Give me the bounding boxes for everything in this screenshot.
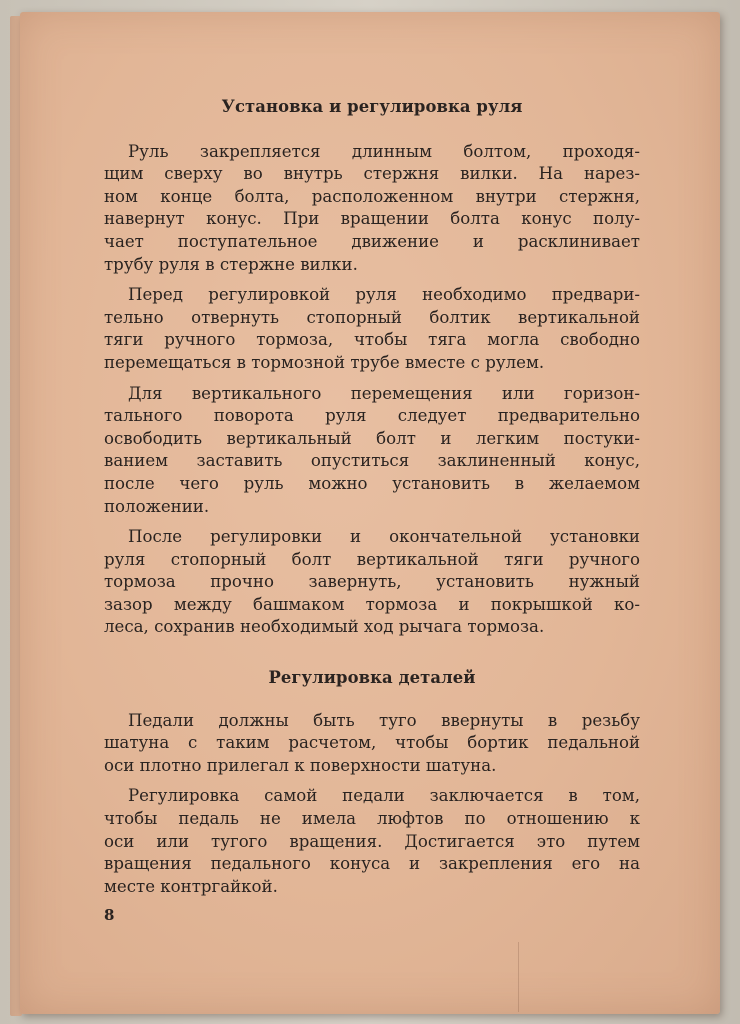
paragraph — [104, 284, 640, 374]
text-line: ванием заставить опуститься заклиненный конус, — [104, 451, 640, 471]
text-line: тельно отвернуть стопорный болтик вертикальной — [104, 307, 640, 327]
text-line: ном конце болта, расположенном внутри стержня, — [104, 186, 640, 206]
text-line: тяги ручного тормоза, чтобы тяга могла свободно — [104, 330, 640, 350]
text-line: оси плотно прилегал к поверхности шатуна. — [104, 755, 497, 775]
text-line: шатуна с таким расчетом, чтобы бортик педальной — [104, 733, 640, 753]
text-line: Регулировка самой педали заключается в том, — [128, 786, 640, 806]
paragraph — [104, 383, 640, 519]
paragraph — [104, 710, 640, 778]
text-line: зазор между башмаком тормоза и покрышкой ко- — [104, 594, 640, 614]
text-line: оси или тугого вращения. Достигается это путем — [104, 831, 640, 851]
text-line: Руль закрепляется длинным болтом, проходя- — [128, 141, 640, 161]
text-line: руля стопорный болт вертикальной тяги ручного — [104, 549, 640, 569]
text-line: Педали должны быть туго ввернуты в резьбу — [128, 710, 640, 730]
text-line: После регулировки и окончательной установки — [128, 527, 640, 547]
section-parts-body — [104, 710, 640, 899]
text-line: месте контргайкой. — [104, 876, 278, 896]
paragraph — [104, 526, 640, 639]
paragraph — [104, 785, 640, 898]
text-line: тормоза прочно завернуть, установить нужный — [104, 572, 640, 592]
text-line: трубу руля в стержне вилки. — [104, 254, 358, 274]
page-number: 8 — [104, 906, 115, 924]
text-line: тального поворота руля следует предварительно — [104, 406, 640, 426]
text-line: освободить вертикальный болт и легким постуки- — [104, 428, 640, 448]
page-crease — [518, 942, 519, 1012]
text-line: щим сверху во внутрь стержня вилки. На нарез- — [104, 164, 640, 184]
text-line: чает поступательное движение и расклинивает — [104, 231, 640, 251]
paragraph — [104, 141, 640, 277]
text-line: перемещаться в тормозной трубе вместе с рулем. — [104, 352, 545, 372]
text-line: леса, сохранив необходимый ход рычага тормоза. — [104, 617, 545, 637]
text-line: вращения педального конуса и закрепления его на — [104, 854, 640, 874]
page-content — [104, 92, 640, 906]
text-line: после чего руль можно установить в желаемом — [104, 473, 640, 493]
text-line: Для вертикального перемещения или горизон- — [128, 383, 640, 403]
section-title-steering: Установка и регулировка руля — [221, 97, 523, 116]
text-line: чтобы педаль не имела люфтов по отношению к — [104, 809, 640, 829]
section-title-parts: Регулировка деталей — [268, 668, 476, 688]
text-line: навернут конус. При вращении болта конус полу- — [104, 209, 640, 229]
text-line: положении. — [104, 496, 210, 516]
section-steering-body — [104, 141, 640, 639]
text-line: Перед регулировкой руля необходимо предвари- — [128, 285, 640, 305]
